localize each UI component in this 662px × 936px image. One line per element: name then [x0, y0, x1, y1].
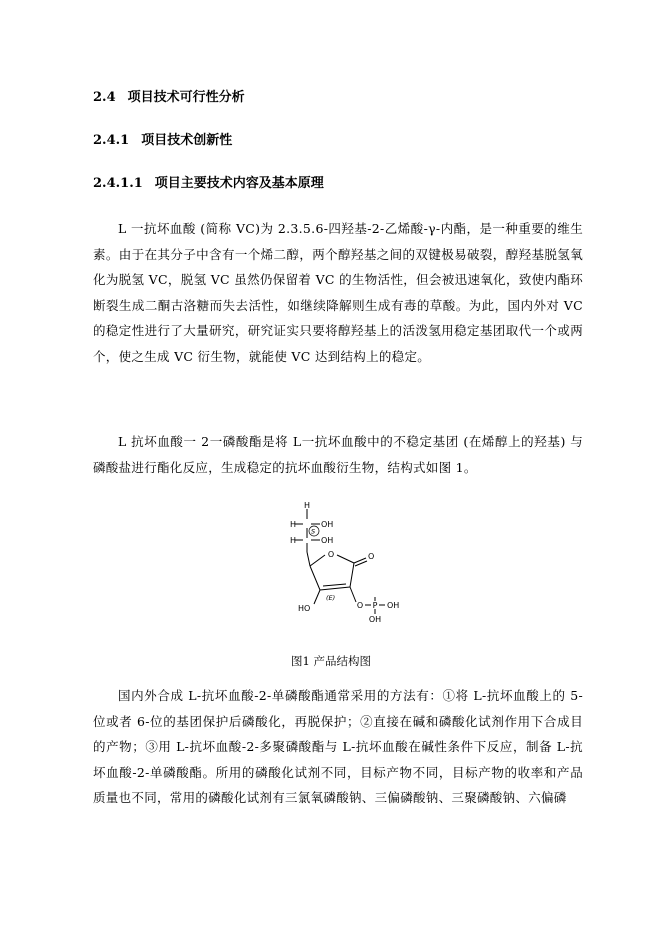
group-oh: OH [368, 615, 382, 624]
atom-o-carbonyl: O [368, 552, 375, 561]
paragraph-synthesis-methods: 国内外合成 L-抗坏血酸-2-单磷酸酯通常采用的方法有：①将 L-抗坏血酸上的 5-位或者 6-位的基团保护后磷酸化，再脱保护；②直接在碱和磷酸化试剂作用下合成目的产物；③用 L-抗坏血酸-2-多聚磷酸酯与 L-抗坏血酸在碱性条件下反应，制备 L-抗坏血酸-2-单磷酸酯。所用的磷酸化试剂不同，目标产物不同，目标产物的收率和产品质量也不同，常用的磷酸化试剂有三氯氧磷酸钠、三偏磷酸钠、三聚磷酸钠、六偏磷 [93, 688, 583, 805]
paragraph-vc-intro: L 一抗坏血酸 (简称 VC)为 2.3.5.6-四羟基-2-乙烯酸-γ-内酯，是一种重要的维生素。由于在其分子中含有一个烯二醇，两个醇羟基之间的双键极易破裂，醇羟基脱氢氧化为脱氢 VC，脱氢 VC 虽然仍保留着 VC 的生物活性，但会被迅速氧化，致使内酯环断裂生成二酮古洛糖而失去活性，如继续降解则生成有毒的草酸。为此，国内外对 VC 的稳定性进行了大量研究，研究证实只要将醇羟基上的活泼氢用稳定基团取代一个或两个，使之生成 VC 衍生物，就能使 VC 达到结构上的稳定。 [93, 221, 583, 364]
figure-caption: 图1 产品结构图 [291, 654, 371, 668]
structure-diagram [270, 500, 420, 630]
atom-h: H [303, 501, 311, 510]
paragraph-phosphate-ester: L 抗坏血酸一 2一磷酸酯是将 L一抗坏血酸中的不稳定基团 (在烯醇上的羟基) 与磷酸盐进行酯化反应，生成稳定的抗坏血酸衍生物，结构式如图 1。 [93, 434, 583, 475]
heading-title: 项目技术可行性分析 [127, 90, 245, 105]
atom-h: H [290, 520, 297, 529]
atom-p: P [372, 601, 378, 610]
atom-o-ester: O [356, 601, 364, 610]
section-heading-2-4-1-1 [93, 176, 324, 192]
group-oh: OH [387, 601, 400, 610]
atom-o-ring: O [327, 550, 335, 559]
heading-title: 项目技术创新性 [141, 133, 233, 148]
group-oh: OH [321, 520, 334, 529]
stereo-label-s: S [311, 527, 316, 536]
heading-title: 项目主要技术内容及基本原理 [154, 176, 324, 191]
heading-number: 2.4.1 [93, 133, 130, 148]
atom-h: H [290, 536, 297, 545]
stereo-label-e: (E) [326, 594, 336, 602]
section-heading-2-4 [93, 90, 245, 106]
heading-number: 2.4 [93, 90, 116, 105]
section-heading-2-4-1 [93, 133, 232, 149]
heading-number: 2.4.1.1 [93, 176, 143, 191]
group-ho: HO [298, 604, 311, 613]
group-oh: OH [321, 536, 334, 545]
